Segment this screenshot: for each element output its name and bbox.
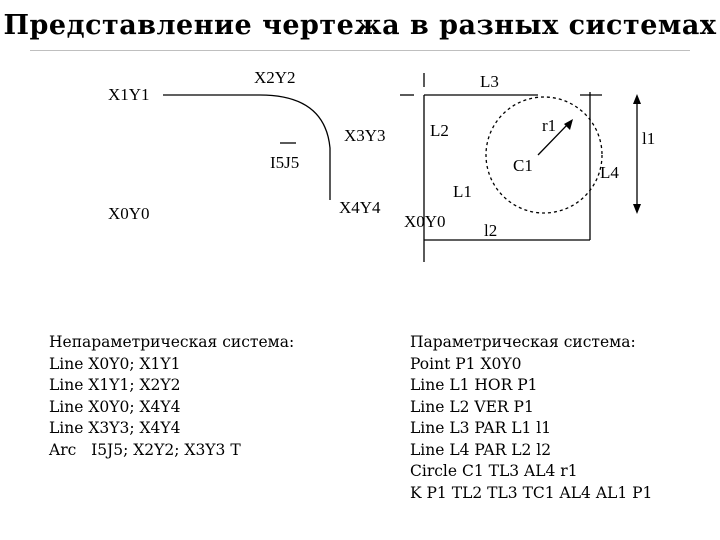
parametric-line: Circle C1 TL3 AL4 r1 — [410, 462, 578, 480]
radius-arrowhead — [564, 119, 573, 130]
circle-c1 — [486, 97, 602, 213]
arc-x2y2-x3y3 — [260, 95, 330, 148]
non-parametric-heading: Непараметрическая система: — [49, 333, 295, 351]
label-x1y1: X1Y1 — [108, 85, 150, 104]
parametric-line: Point P1 X0Y0 — [410, 354, 522, 373]
page-title: Представление чертежа в разных системах — [3, 10, 717, 41]
label-x0y0-left: X0Y0 — [108, 204, 150, 223]
label-r1: r1 — [542, 116, 557, 135]
label-l3: L3 — [480, 72, 499, 91]
non-parametric-line: Line X0Y0; X1Y1 — [49, 354, 181, 373]
label-l1: L1 — [453, 182, 472, 201]
parametric-line: Line L3 PAR L1 l1 — [410, 419, 552, 437]
dimension-arrow-top — [633, 94, 641, 104]
parametric-block — [410, 332, 652, 504]
non-parametric-line: Line X3Y3; X4Y4 — [49, 419, 181, 437]
non-parametric-line: Arc I5J5; X2Y2; X3Y3 T — [49, 440, 241, 459]
label-l4: L4 — [600, 163, 619, 182]
label-x0y0-right: X0Y0 — [404, 212, 446, 231]
non-parametric-block — [49, 332, 294, 461]
non-parametric-line: Line X0Y0; X4Y4 — [49, 397, 181, 416]
parametric-line: Line L2 VER P1 — [410, 397, 534, 416]
parametric-heading: Параметрическая система: — [410, 333, 636, 351]
parametric-line: Line L1 HOR P1 — [410, 376, 538, 394]
label-l1-dimension: l1 — [642, 129, 656, 148]
label-i5j5: I5J5 — [270, 153, 300, 172]
label-x4y4: X4Y4 — [339, 198, 381, 217]
parametric-line: Line L4 PAR L2 l2 — [410, 440, 552, 459]
dimension-arrow-bottom — [633, 204, 641, 214]
label-x2y2: X2Y2 — [254, 68, 296, 87]
label-c1: C1 — [513, 156, 533, 175]
label-x3y3: X3Y3 — [344, 126, 386, 145]
parametric-line: K P1 TL2 TL3 TC1 AL4 AL1 P1 — [410, 483, 653, 502]
label-l2: L2 — [430, 121, 449, 140]
label-l2-dimension: l2 — [484, 221, 498, 240]
non-parametric-line: Line X1Y1; X2Y2 — [49, 376, 181, 394]
